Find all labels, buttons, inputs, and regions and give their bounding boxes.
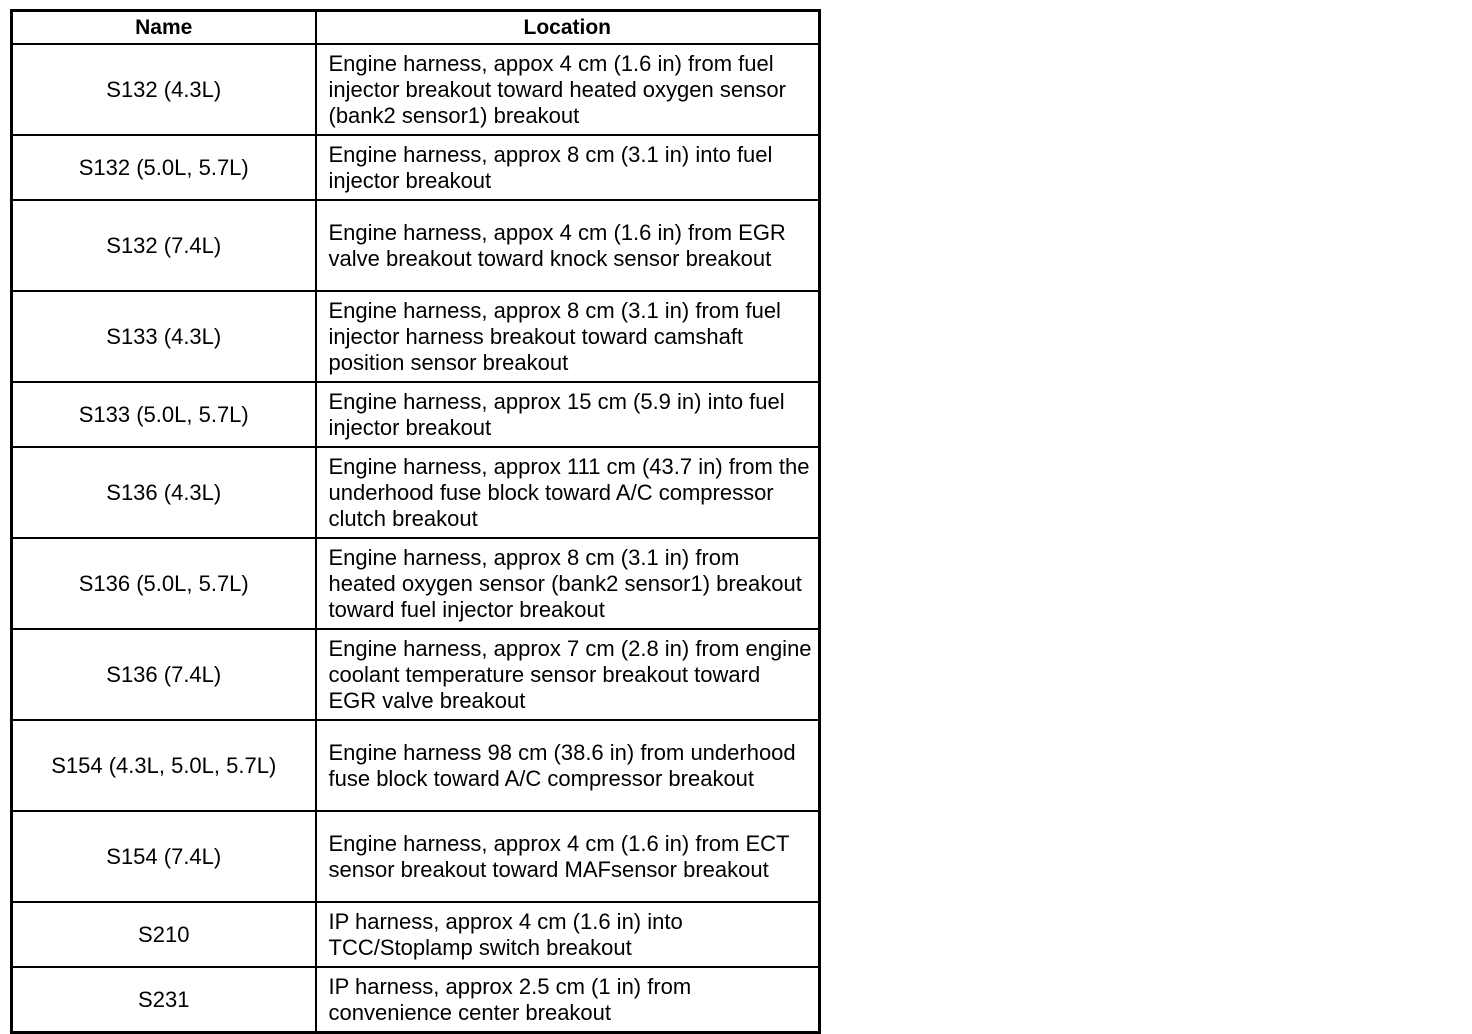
- splice-name-cell: S136 (4.3L): [12, 447, 316, 538]
- splice-location-cell: Engine harness, appox 4 cm (1.6 in) from EGR valve breakout toward knock sensor breakout: [316, 200, 820, 291]
- table-row: [12, 44, 820, 135]
- table-row: [12, 291, 820, 382]
- splice-location-cell: Engine harness, approx 7 cm (2.8 in) from engine coolant temperature sensor breakout toward EGR valve breakout: [316, 629, 820, 720]
- table-row: [12, 720, 820, 811]
- table-row: [12, 382, 820, 447]
- splice-location-cell: Engine harness, approx 8 cm (3.1 in) into fuel injector breakout: [316, 135, 820, 200]
- splice-location-cell: Engine harness, approx 15 cm (5.9 in) into fuel injector breakout: [316, 382, 820, 447]
- location-column-header: Location: [316, 11, 820, 45]
- table-row: [12, 629, 820, 720]
- table-row: [12, 902, 820, 967]
- splice-name-cell: S154 (4.3L, 5.0L, 5.7L): [12, 720, 316, 811]
- table-header-row: [12, 11, 820, 45]
- table-row: [12, 811, 820, 902]
- table-row: [12, 447, 820, 538]
- table-row: [12, 135, 820, 200]
- splice-location-cell: Engine harness, approx 8 cm (3.1 in) from fuel injector harness breakout toward camshaft position sensor breakout: [316, 291, 820, 382]
- table-row: [12, 538, 820, 629]
- splice-name-cell: S210: [12, 902, 316, 967]
- splice-name-cell: S132 (5.0L, 5.7L): [12, 135, 316, 200]
- name-column-header: Name: [12, 11, 316, 45]
- splice-location-table: [10, 9, 821, 1034]
- splice-location-cell: IP harness, approx 4 cm (1.6 in) into TCC/Stoplamp switch breakout: [316, 902, 820, 967]
- splice-name-cell: S132 (7.4L): [12, 200, 316, 291]
- table-row: [12, 967, 820, 1033]
- splice-location-cell: Engine harness, approx 8 cm (3.1 in) from heated oxygen sensor (bank2 sensor1) breakout toward fuel injector breakout: [316, 538, 820, 629]
- splice-location-cell: Engine harness, appox 4 cm (1.6 in) from fuel injector breakout toward heated oxygen sensor (bank2 sensor1) breakout: [316, 44, 820, 135]
- table-row: [12, 200, 820, 291]
- splice-name-cell: S154 (7.4L): [12, 811, 316, 902]
- splice-name-cell: S133 (5.0L, 5.7L): [12, 382, 316, 447]
- splice-name-cell: S136 (5.0L, 5.7L): [12, 538, 316, 629]
- splice-name-cell: S136 (7.4L): [12, 629, 316, 720]
- splice-location-cell: Engine harness 98 cm (38.6 in) from underhood fuse block toward A/C compressor breakout: [316, 720, 820, 811]
- splice-location-cell: Engine harness, approx 4 cm (1.6 in) from ECT sensor breakout toward MAFsensor breakout: [316, 811, 820, 902]
- splice-name-cell: S231: [12, 967, 316, 1033]
- splice-location-cell: IP harness, approx 2.5 cm (1 in) from convenience center breakout: [316, 967, 820, 1033]
- splice-location-cell: Engine harness, approx 111 cm (43.7 in) from the underhood fuse block toward A/C compressor clutch breakout: [316, 447, 820, 538]
- splice-name-cell: S132 (4.3L): [12, 44, 316, 135]
- splice-name-cell: S133 (4.3L): [12, 291, 316, 382]
